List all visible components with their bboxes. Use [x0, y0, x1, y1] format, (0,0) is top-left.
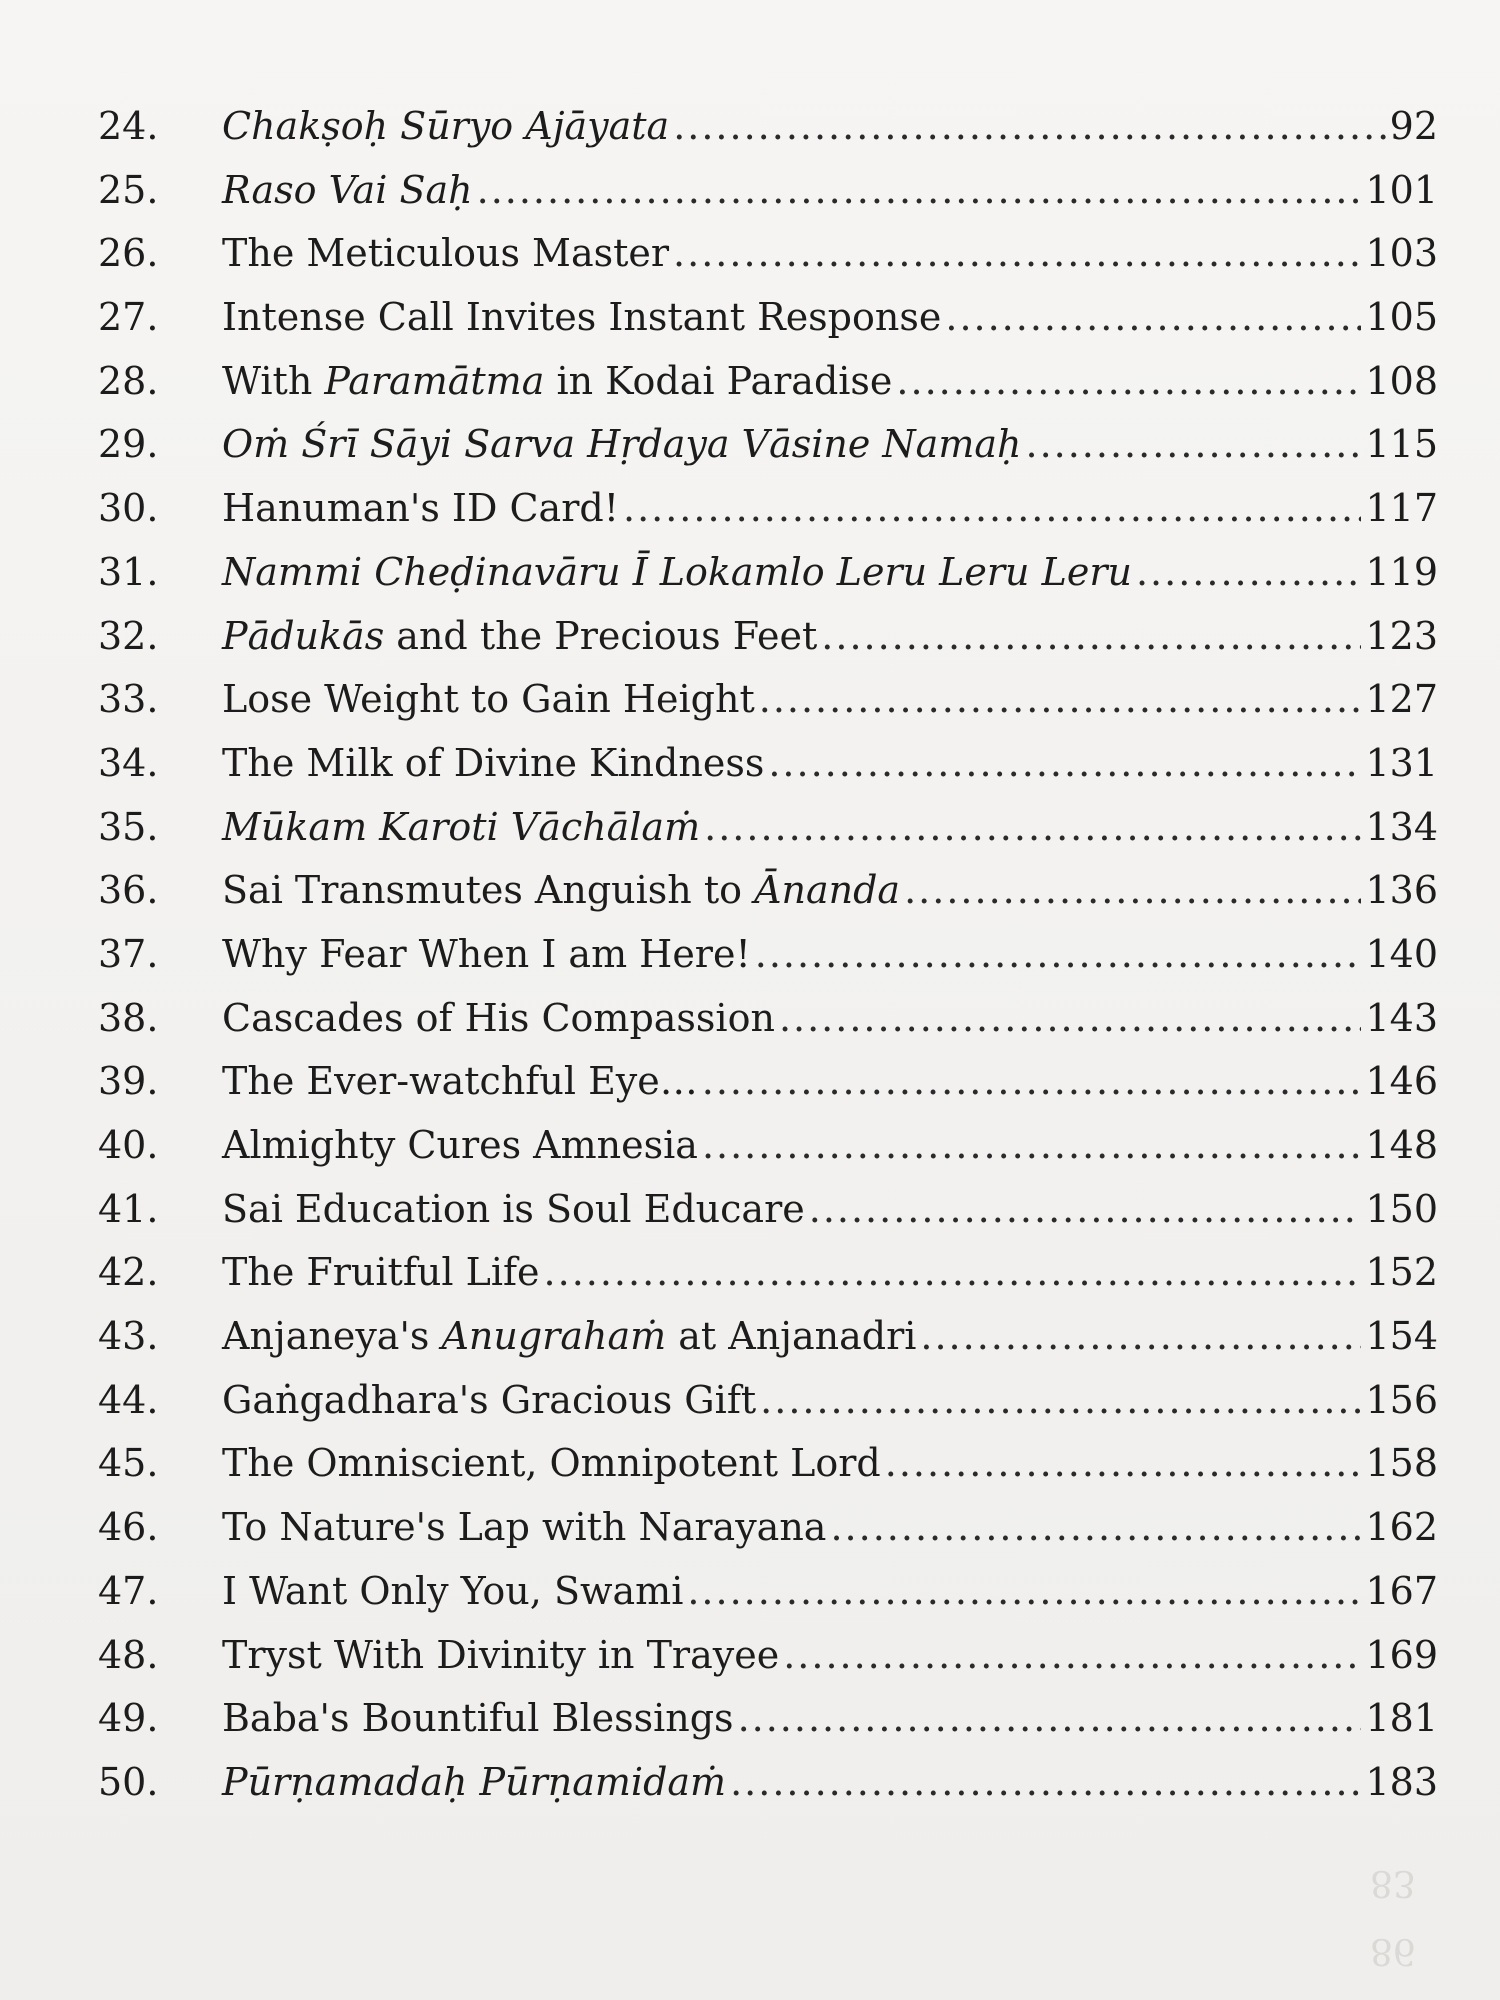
toc-entry [98, 1378, 1438, 1442]
entry-title-text: To Nature's Lap with Narayana [222, 1505, 827, 1550]
entry-page-number: 148 [1365, 1123, 1438, 1167]
dot-leader [673, 104, 1385, 148]
dot-leader [920, 1314, 1361, 1358]
entry-title [222, 741, 764, 785]
toc-entry [98, 1250, 1438, 1314]
entry-title-text: Sai Transmutes Anguish to [222, 868, 755, 913]
toc-entry [98, 1505, 1438, 1569]
entry-title [222, 422, 1021, 466]
dot-leader [1136, 550, 1362, 594]
entry-page-number: 136 [1365, 868, 1438, 913]
entry-title-italic: Raso Vai Saḥ [222, 167, 473, 212]
dot-leader [1025, 422, 1361, 466]
entry-title-text: and the Precious Feet [384, 613, 818, 658]
entry-page-number: 105 [1365, 295, 1438, 340]
toc-entry [98, 614, 1438, 678]
entry-number: 33. [98, 677, 159, 722]
dot-leader [830, 1505, 1361, 1549]
entry-title-text: Baba's Bountiful Blessings [222, 1696, 734, 1741]
entry-number: 50. [98, 1759, 159, 1804]
entry-page-number: 123 [1365, 613, 1438, 658]
toc-entry [98, 1187, 1438, 1251]
entry-title [222, 359, 892, 403]
entry-number: 30. [98, 486, 159, 531]
dot-leader [759, 677, 1362, 721]
entry-number: 32. [98, 613, 159, 658]
entry-number: 39. [98, 1059, 159, 1104]
entry-page-number: 154 [1365, 1314, 1438, 1359]
entry-title-text: The Milk of Divine Kindness [222, 740, 765, 785]
entry-title [222, 1505, 826, 1549]
entry-number: 43. [98, 1314, 159, 1359]
toc-entry [98, 359, 1438, 423]
entry-number: 24. [98, 104, 159, 148]
toc-entry [98, 422, 1438, 486]
entry-title [222, 1569, 683, 1613]
entry-number: 36. [98, 868, 159, 913]
table-of-contents [98, 104, 1438, 1824]
entry-page-number: 183 [1365, 1759, 1438, 1804]
entry-title [222, 1441, 881, 1485]
entry-number: 45. [98, 1441, 159, 1486]
entry-page-number: 143 [1365, 995, 1438, 1040]
toc-entry [98, 932, 1438, 996]
dot-leader [702, 1123, 1362, 1167]
dot-leader [783, 1633, 1361, 1677]
toc-entry [98, 104, 1438, 168]
entry-page-number: 146 [1365, 1059, 1438, 1104]
entry-page-number: 158 [1365, 1441, 1438, 1486]
entry-title [222, 1250, 540, 1294]
entry-page-number: 134 [1365, 804, 1438, 849]
entry-title [222, 231, 669, 275]
entry-title-text: The Fruitful Life [222, 1250, 540, 1295]
entry-title [222, 996, 775, 1040]
toc-entry [98, 1123, 1438, 1187]
entry-page-number: 167 [1365, 1568, 1438, 1613]
entry-number: 34. [98, 740, 159, 785]
toc-entry [98, 1441, 1438, 1505]
entry-title [222, 1378, 756, 1422]
dot-leader [477, 168, 1362, 212]
entry-number: 42. [98, 1250, 159, 1295]
dot-leader [821, 614, 1361, 658]
entry-title [222, 168, 473, 212]
toc-entry [98, 1696, 1438, 1760]
entry-title [222, 1633, 779, 1677]
entry-title [222, 1314, 916, 1358]
entry-number: 31. [98, 549, 159, 594]
dot-leader [704, 805, 1361, 849]
entry-page-number: 127 [1365, 677, 1438, 722]
entry-title-italic: Pādukās [222, 613, 385, 658]
toc-entry [98, 1760, 1438, 1824]
dot-leader [738, 1696, 1362, 1740]
entry-title [222, 677, 755, 721]
dot-leader [760, 1378, 1361, 1422]
entry-page-number: 115 [1365, 422, 1438, 467]
toc-entry [98, 550, 1438, 614]
toc-entry [98, 1633, 1438, 1697]
entry-page-number: 162 [1365, 1505, 1438, 1550]
entry-page-number: 103 [1365, 231, 1438, 276]
entry-title-italic: Ānanda [754, 868, 901, 913]
entry-number: 27. [98, 295, 159, 340]
toc-entry [98, 805, 1438, 869]
show-through-text: 83 [1370, 1862, 1416, 1903]
entry-title-text: Almighty Cures Amnesia [222, 1123, 698, 1167]
toc-entry [98, 677, 1438, 741]
entry-page-number: 117 [1365, 486, 1438, 531]
entry-title [222, 1696, 734, 1740]
entry-page-number: 152 [1365, 1250, 1438, 1295]
entry-title-italic: Oṁ Śrī Sāyi Sarva Hṛdaya Vāsine Namaḥ [222, 422, 1022, 467]
entry-number: 35. [98, 804, 159, 849]
dot-leader [755, 932, 1362, 976]
dot-leader [809, 1187, 1362, 1231]
entry-title [222, 1187, 805, 1231]
entry-number: 48. [98, 1632, 159, 1677]
entry-title [222, 932, 751, 976]
dot-leader [544, 1250, 1362, 1294]
toc-entry [98, 486, 1438, 550]
entry-page-number: 92 [1389, 104, 1438, 148]
dot-leader [896, 359, 1361, 403]
dot-leader [885, 1441, 1362, 1485]
entry-title [222, 295, 941, 339]
dot-leader [904, 868, 1361, 912]
entry-title-text: Tryst With Divinity in Trayee [222, 1632, 780, 1677]
entry-number: 25. [98, 167, 159, 212]
toc-entry [98, 741, 1438, 805]
entry-title [222, 486, 619, 530]
toc-entry [98, 1569, 1438, 1633]
entry-page-number: 119 [1365, 549, 1438, 594]
entry-title-text: in Kodai Paradise [544, 358, 893, 403]
toc-entry [98, 1314, 1438, 1378]
toc-entry [98, 168, 1438, 232]
entry-number: 29. [98, 422, 159, 467]
toc-entry [98, 231, 1438, 295]
entry-title-text: I Want Only You, Swami [222, 1568, 684, 1613]
entry-title-text: Hanuman's ID Card! [222, 486, 619, 531]
entry-page-number: 169 [1365, 1632, 1438, 1677]
toc-entry [98, 868, 1438, 932]
entry-title-italic: Nammi Cheḍinavāru Ī Lokamlo Leru Leru Leru [222, 549, 1132, 594]
entry-title-text: Sai Education is Soul Educare [222, 1186, 805, 1231]
entry-title-text: The Meticulous Master [222, 231, 670, 276]
dot-leader [702, 1059, 1362, 1103]
entry-number: 26. [98, 231, 159, 276]
toc-entry [98, 996, 1438, 1060]
entry-number: 40. [98, 1123, 159, 1167]
entry-title-italic: Chakṣoḥ Sūryo Ajāyata [222, 104, 670, 148]
dot-leader [945, 295, 1361, 339]
entry-number: 41. [98, 1186, 159, 1231]
entry-title-italic: Anugrahaṁ [441, 1314, 667, 1359]
entry-number: 38. [98, 995, 159, 1040]
entry-title-italic: Pūrṇamadaḥ Pūrṇamidaṁ [222, 1759, 727, 1804]
entry-number: 46. [98, 1505, 159, 1550]
entry-page-number: 140 [1365, 931, 1438, 976]
entry-title [222, 1123, 698, 1167]
entry-title-text: The Omniscient, Omnipotent Lord [222, 1441, 881, 1486]
entry-title [222, 1059, 698, 1103]
entry-title-italic: Mūkam Karoti Vāchālaṁ [222, 804, 701, 849]
toc-entry [98, 295, 1438, 359]
entry-title [222, 550, 1132, 594]
entry-page-number: 181 [1365, 1696, 1438, 1741]
entry-title-text: at Anjanadri [666, 1314, 917, 1359]
entry-title-text: Why Fear When I am Here! [222, 931, 751, 976]
entry-number: 28. [98, 358, 159, 403]
dot-leader [779, 996, 1362, 1040]
entry-title-text: The Ever-watchful Eye… [222, 1059, 698, 1104]
entry-title-text: Lose Weight to Gain Height [222, 677, 755, 722]
entry-title-text: Anjaneya's [222, 1314, 442, 1359]
entry-title-italic: Paramātma [324, 358, 545, 403]
entry-page-number: 150 [1365, 1186, 1438, 1231]
entry-number: 37. [98, 931, 159, 976]
entry-page-number: 101 [1365, 167, 1438, 212]
dot-leader [673, 231, 1361, 275]
dot-leader [730, 1760, 1361, 1804]
entry-number: 47. [98, 1568, 159, 1613]
entry-title [222, 805, 700, 849]
entry-title-text: With [222, 358, 325, 403]
dot-leader [768, 741, 1361, 785]
dot-leader [687, 1569, 1361, 1613]
entry-title [222, 1760, 726, 1804]
show-through-text: 86 [1370, 1930, 1416, 1971]
entry-title-text: Intense Call Invites Instant Response [222, 295, 942, 340]
entry-title [222, 614, 817, 658]
entry-title-text: Cascades of His Compassion [222, 995, 775, 1040]
entry-page-number: 156 [1365, 1377, 1438, 1422]
entry-title-text: Gaṅgadhara's Gracious Gift [222, 1377, 757, 1422]
entry-number: 49. [98, 1696, 159, 1741]
entry-number: 44. [98, 1377, 159, 1422]
toc-entry [98, 1059, 1438, 1123]
entry-page-number: 131 [1365, 740, 1438, 785]
entry-page-number: 108 [1365, 358, 1438, 403]
dot-leader [623, 486, 1361, 530]
entry-title [222, 104, 669, 148]
entry-title [222, 868, 900, 912]
